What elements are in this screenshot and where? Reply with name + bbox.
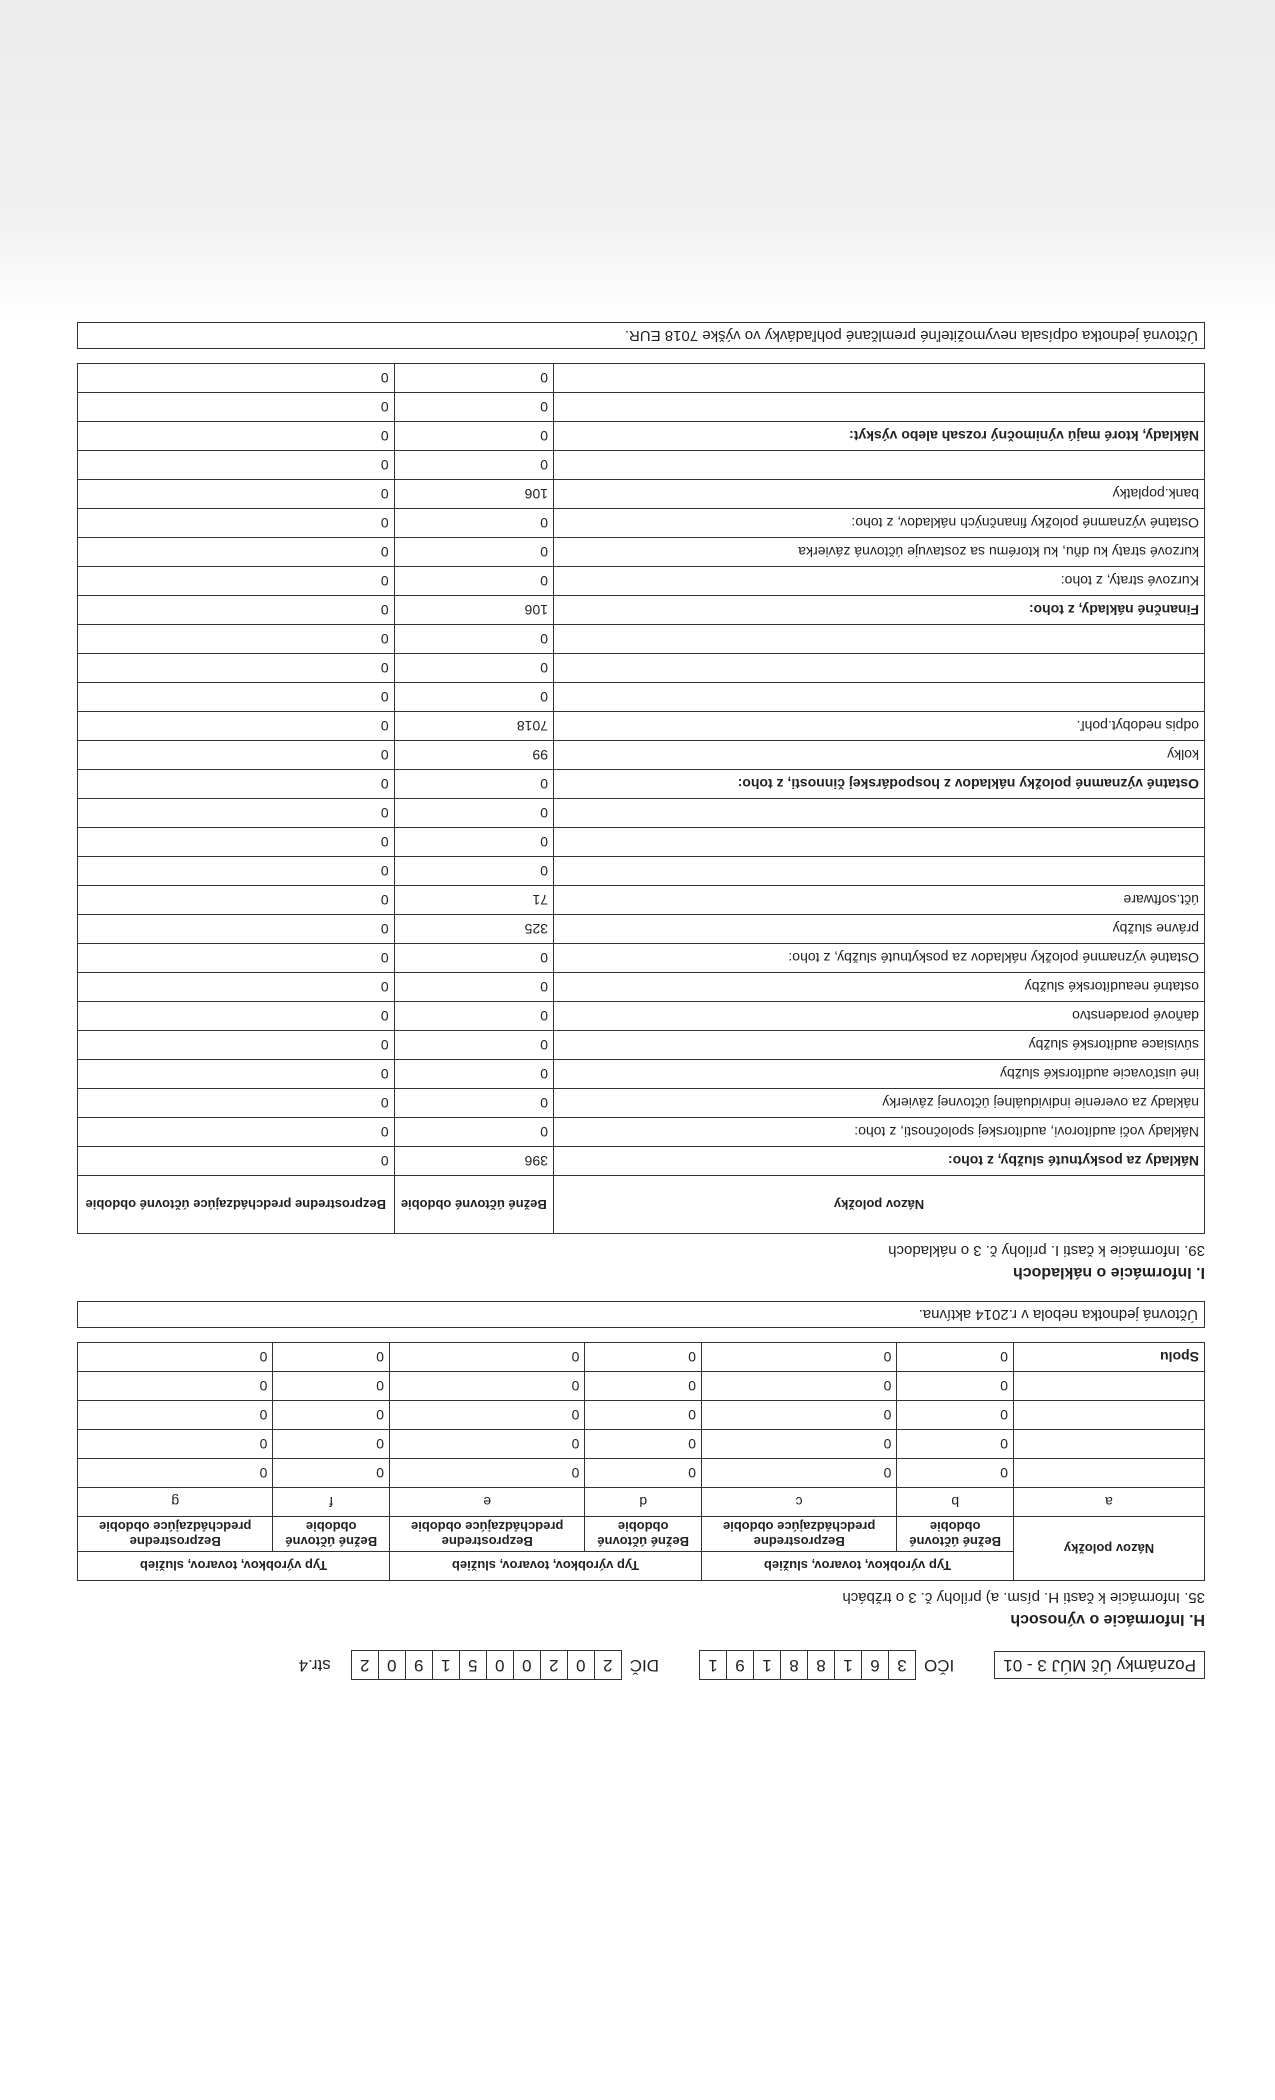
name-cell	[1014, 1459, 1205, 1488]
table-row	[78, 1372, 1205, 1401]
table-row	[78, 596, 1205, 625]
dic-digit: 1	[432, 1651, 459, 1679]
column-letter: g	[78, 1488, 273, 1517]
table-row	[78, 1002, 1205, 1031]
form-code: Poznámky Úč MÚJ 3 - 01	[994, 1651, 1205, 1679]
column-letter: d	[585, 1488, 702, 1517]
previous-value: 0	[78, 1089, 395, 1118]
value-cell: 0	[585, 1372, 702, 1401]
current-value: 7018	[394, 712, 553, 741]
revenue-note: Účtovná jednotka nebola v r.2014 aktívna.	[77, 1301, 1205, 1328]
table-row	[78, 1089, 1205, 1118]
current-value: 106	[394, 480, 553, 509]
current-value: 0	[394, 828, 553, 857]
revenue-table	[77, 1342, 1205, 1581]
value-cell: 0	[390, 1343, 585, 1372]
item-name: súvisiace audítorské služby	[554, 1031, 1205, 1060]
current-value: 0	[394, 1089, 553, 1118]
column-letter: c	[702, 1488, 897, 1517]
table-row	[78, 973, 1205, 1002]
table-row	[78, 712, 1205, 741]
value-cell: 0	[390, 1401, 585, 1430]
previous-value: 0	[78, 886, 395, 915]
dic-digit: 0	[486, 1651, 513, 1679]
current-value: 0	[394, 944, 553, 973]
item-name	[554, 828, 1205, 857]
previous-value: 0	[78, 567, 395, 596]
table-row	[78, 1147, 1205, 1176]
costs-subtitle: 39. Informácie k časti I. prílohy č. 3 o nákladoch	[888, 1242, 1205, 1259]
value-cell: 0	[702, 1401, 897, 1430]
table-row	[78, 1118, 1205, 1147]
dic-digit: 2	[540, 1651, 567, 1679]
costs-previous-header: Bezprostredne predchádzajúce účtovné obdobie	[78, 1176, 395, 1234]
value-cell: 0	[702, 1372, 897, 1401]
current-value: 0	[394, 654, 553, 683]
name-cell	[1014, 1401, 1205, 1430]
item-name: kolky	[554, 741, 1205, 770]
dic-cells	[351, 1650, 622, 1680]
table-row	[78, 828, 1205, 857]
table-row	[78, 683, 1205, 712]
item-name: iné uisťovacie audítorské služby	[554, 1060, 1205, 1089]
name-cell	[1014, 1430, 1205, 1459]
table-row	[78, 1060, 1205, 1089]
ico-label: IČO	[924, 1656, 955, 1675]
table-row	[78, 1459, 1205, 1488]
table-row	[78, 480, 1205, 509]
item-name	[554, 451, 1205, 480]
column-letter: f	[273, 1488, 390, 1517]
table-row	[78, 944, 1205, 973]
table-row	[78, 422, 1205, 451]
ico-digit: 1	[834, 1651, 861, 1679]
item-name: Ostatné významné položky nákladov za poskytnuté služby, z toho:	[554, 944, 1205, 973]
costs-table	[77, 363, 1205, 1234]
item-name: Kurzové straty, z toho:	[554, 567, 1205, 596]
value-cell: 0	[585, 1459, 702, 1488]
ico-cells	[699, 1650, 916, 1680]
value-cell: 0	[897, 1459, 1014, 1488]
page-header	[77, 1648, 1205, 1682]
current-value: 0	[394, 799, 553, 828]
value-cell: 0	[897, 1430, 1014, 1459]
previous-value: 0	[78, 799, 395, 828]
value-cell: 0	[585, 1343, 702, 1372]
previous-value: 0	[78, 625, 395, 654]
previous-value: 0	[78, 596, 395, 625]
table-row	[78, 538, 1205, 567]
table-row	[78, 1031, 1205, 1060]
current-value: 99	[394, 741, 553, 770]
dic-digit: 5	[459, 1651, 486, 1679]
table-row	[78, 1401, 1205, 1430]
value-cell: 0	[585, 1401, 702, 1430]
table-row	[78, 1430, 1205, 1459]
dic-digit: 0	[513, 1651, 540, 1679]
item-name: Náklady voči audítorovi, audítorskej spoločnosti, z toho:	[554, 1118, 1205, 1147]
previous-value: 0	[78, 683, 395, 712]
dic-digit: 2	[594, 1651, 621, 1679]
value-cell: 0	[78, 1372, 273, 1401]
item-name: daňové poradenstvo	[554, 1002, 1205, 1031]
current-value: 0	[394, 1118, 553, 1147]
value-cell: 0	[273, 1372, 390, 1401]
period-header: Bezprostredne predchádzajúce obdobie	[702, 1517, 897, 1552]
previous-value: 0	[78, 741, 395, 770]
previous-value: 0	[78, 1031, 395, 1060]
name-cell: Spolu	[1014, 1343, 1205, 1372]
table-row	[78, 625, 1205, 654]
table-row	[78, 509, 1205, 538]
period-header: Bezprostredne predchádzajúce obdobie	[78, 1517, 273, 1552]
value-cell: 0	[585, 1430, 702, 1459]
current-value: 0	[394, 422, 553, 451]
previous-value: 0	[78, 712, 395, 741]
value-cell: 0	[273, 1401, 390, 1430]
costs-note: Účtovná jednotka odpísala nevymožiteľné premlčané pohľadávky vo výške 7018 EUR.	[77, 322, 1205, 349]
item-name	[554, 654, 1205, 683]
item-name: ostatné neaudítorské služby	[554, 973, 1205, 1002]
name-cell	[1014, 1372, 1205, 1401]
ico-digit: 6	[861, 1651, 888, 1679]
dic-digit: 0	[378, 1651, 405, 1679]
current-value: 0	[394, 625, 553, 654]
table-row	[78, 1343, 1205, 1372]
value-cell: 0	[702, 1430, 897, 1459]
current-value: 0	[394, 509, 553, 538]
item-name: Náklady, ktoré majú výnimočný rozsah alebo výskyt:	[554, 422, 1205, 451]
column-letter: a	[1014, 1488, 1205, 1517]
previous-value: 0	[78, 422, 395, 451]
ico-digit: 3	[888, 1651, 915, 1679]
group-header: Typ výrobkov, tovarov, služieb	[78, 1552, 390, 1581]
item-name	[554, 364, 1205, 393]
table-row	[78, 364, 1205, 393]
costs-current-header: Bežné účtovné obdobie	[394, 1176, 553, 1234]
current-value: 71	[394, 886, 553, 915]
value-cell: 0	[273, 1430, 390, 1459]
costs-section-title: I. Informácie o nákladoch	[1012, 1264, 1205, 1281]
previous-value: 0	[78, 451, 395, 480]
previous-value: 0	[78, 393, 395, 422]
previous-value: 0	[78, 944, 395, 973]
previous-value: 0	[78, 973, 395, 1002]
current-value: 396	[394, 1147, 553, 1176]
revenue-section-title: H. Informácie o výnosoch	[1010, 1611, 1205, 1628]
ico-digit: 1	[708, 1656, 718, 1675]
period-header: Bežné účtovné obdobie	[585, 1517, 702, 1552]
item-name: Finančné náklady, z toho:	[554, 596, 1205, 625]
value-cell: 0	[78, 1459, 273, 1488]
value-cell: 0	[897, 1401, 1014, 1430]
dic-digit: 9	[405, 1651, 432, 1679]
group-header: Typ výrobkov, tovarov, služieb	[702, 1552, 1014, 1581]
period-header: Bežné účtovné obdobie	[273, 1517, 390, 1552]
item-name: odpis nedobyt.pohľ.	[554, 712, 1205, 741]
table-row	[78, 770, 1205, 799]
current-value: 0	[394, 770, 553, 799]
previous-value: 0	[78, 1002, 395, 1031]
item-name: právne služby	[554, 915, 1205, 944]
costs-name-header: Názov položky	[554, 1176, 1205, 1234]
previous-value: 0	[78, 538, 395, 567]
value-cell: 0	[78, 1343, 273, 1372]
previous-value: 0	[78, 857, 395, 886]
item-name: kurzové straty ku dňu, ku ktorému sa zostavuje účtovná závierka	[554, 538, 1205, 567]
ico-digit: 8	[807, 1651, 834, 1679]
item-name	[554, 857, 1205, 886]
value-cell: 0	[390, 1430, 585, 1459]
value-cell: 0	[273, 1459, 390, 1488]
value-cell: 0	[390, 1372, 585, 1401]
item-name	[554, 683, 1205, 712]
table-row	[78, 393, 1205, 422]
current-value: 0	[394, 1002, 553, 1031]
value-cell: 0	[702, 1459, 897, 1488]
previous-value: 0	[78, 1060, 395, 1089]
table-row	[78, 567, 1205, 596]
current-value: 0	[394, 364, 553, 393]
page-number: str.4	[298, 1656, 331, 1675]
table-row	[78, 451, 1205, 480]
value-cell: 0	[390, 1459, 585, 1488]
current-value: 0	[394, 393, 553, 422]
current-value: 0	[394, 451, 553, 480]
current-value: 0	[394, 1031, 553, 1060]
item-name	[554, 393, 1205, 422]
item-name: Ostatné významné položky finančných nákladov, z toho:	[554, 509, 1205, 538]
current-value: 0	[394, 973, 553, 1002]
document	[77, 322, 1205, 1682]
previous-value: 0	[78, 654, 395, 683]
item-name: náklady za overenie individuálnej účtovnej závierky	[554, 1089, 1205, 1118]
previous-value: 0	[78, 364, 395, 393]
table-row	[78, 857, 1205, 886]
current-value: 0	[394, 683, 553, 712]
item-name: bank.poplatky	[554, 480, 1205, 509]
table-row	[78, 886, 1205, 915]
item-name: Ostatné významné položky nákladov z hospodárskej činnosti, z toho:	[554, 770, 1205, 799]
dic-digit: 2	[360, 1656, 370, 1675]
period-header: Bezprostredne predchádzajúce obdobie	[390, 1517, 585, 1552]
current-value: 0	[394, 857, 553, 886]
table-row	[78, 741, 1205, 770]
current-value: 325	[394, 915, 553, 944]
period-header: Bežné účtovné obdobie	[897, 1517, 1014, 1552]
ico-digit: 1	[753, 1651, 780, 1679]
item-name	[554, 799, 1205, 828]
value-cell: 0	[273, 1343, 390, 1372]
item-name: Náklady za poskytnuté služby, z toho:	[554, 1147, 1205, 1176]
value-cell: 0	[702, 1343, 897, 1372]
table-row	[78, 799, 1205, 828]
table-row	[78, 915, 1205, 944]
value-cell: 0	[897, 1372, 1014, 1401]
table-row	[78, 654, 1205, 683]
dic-digit: 0	[567, 1651, 594, 1679]
value-cell: 0	[78, 1430, 273, 1459]
previous-value: 0	[78, 1118, 395, 1147]
current-value: 106	[394, 596, 553, 625]
current-value: 0	[394, 1060, 553, 1089]
value-cell: 0	[897, 1343, 1014, 1372]
value-cell: 0	[78, 1401, 273, 1430]
previous-value: 0	[78, 480, 395, 509]
revenue-subtitle: 35. Informácie k časti H. písm. a) prílohy č. 3 o tržbách	[842, 1589, 1205, 1606]
current-value: 0	[394, 538, 553, 567]
column-letter: b	[897, 1488, 1014, 1517]
previous-value: 0	[78, 509, 395, 538]
group-header: Typ výrobkov, tovarov, služieb	[390, 1552, 702, 1581]
dic-label: DIČ	[629, 1656, 660, 1675]
previous-value: 0	[78, 1147, 395, 1176]
ico-digit: 9	[726, 1651, 753, 1679]
ico-digit: 8	[780, 1651, 807, 1679]
current-value: 0	[394, 567, 553, 596]
item-name: účt.software	[554, 886, 1205, 915]
column-letter: e	[390, 1488, 585, 1517]
previous-value: 0	[78, 770, 395, 799]
previous-value: 0	[78, 828, 395, 857]
item-name	[554, 625, 1205, 654]
revenue-name-header: Názov položky	[1014, 1517, 1205, 1581]
previous-value: 0	[78, 915, 395, 944]
